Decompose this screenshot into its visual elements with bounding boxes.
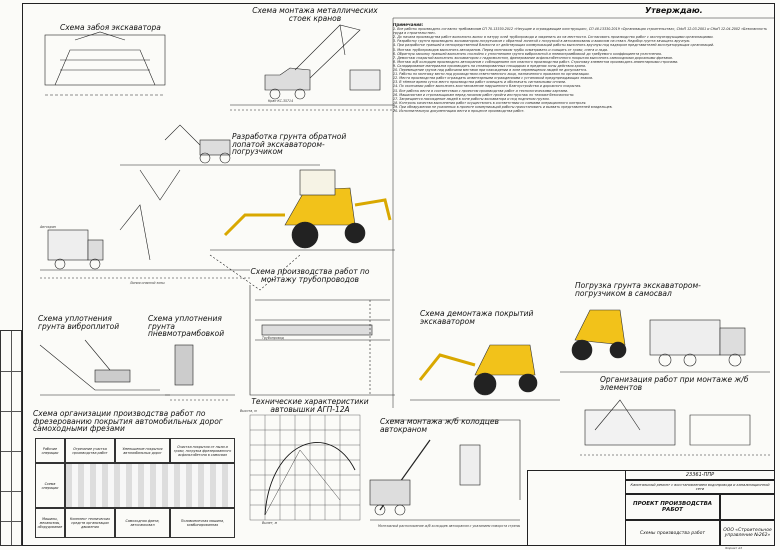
lift-y-label: Высота, м [240, 409, 257, 413]
note-16: 16. Машинистам и стропальщикам перед началом работ пройти инструктаж по технике безопасности. [393, 92, 575, 97]
project-description: Капитальный ремонт с восстановлением водопровода и канализационной сети [625, 480, 775, 494]
caption-demolition: Схема демонтажа покрытий экскаватором [420, 309, 534, 326]
note-8: 8. Монтаж ж/б колодцев производить автокраном с соблюдением зон опасного производства работ. Строповку элементов производить инвентарными стропами. [393, 59, 679, 64]
precast-organisation-drawing [580, 400, 770, 455]
milling-row-label-0: Схема операции [35, 463, 65, 508]
caption-wells: Схема монтажа ж/б колодцев автокраном [380, 417, 499, 434]
note-10: 10. Перемещение грузов над рабочими местами при нахождении в зоне перемещения людей не допускается. [393, 68, 588, 73]
caption-loading: Погрузка грунта экскаватором-погрузчиком в самосвал [575, 281, 701, 298]
crane-note-2: Автокран [40, 225, 56, 229]
milling-row-1-col-2: Самоходная фреза, автосамосвал [115, 508, 170, 538]
note-2: 2. До начала производства работ выполнить вынос в натуру осей трубопровода и закрепить их на местности. Согласовать производство работ с эксплуатирующими организациями. [393, 35, 714, 40]
crane-note-1: Кран КС-35714 [268, 99, 294, 103]
milling-scheme-area [65, 463, 235, 508]
caption-loader: Разработка грунта обратной лопатой экскаватором-погрузчиком [232, 132, 347, 156]
note-5: 5. Монтаж трубопроводов выполнять автокраном. Перед монтажом трубы осматривать и очищать от грязи, снега и льда. [393, 47, 608, 52]
format-label: Формат А3 [725, 546, 743, 550]
general-notes [393, 23, 768, 408]
milling-row-1-col-3: Поливомоечная машина, комбинированная [170, 508, 235, 538]
milling-header-0: Рабочие операции [35, 438, 65, 463]
note-9: 9. Складирование материалов производить на спланированных площадках в пределах зоны действия крана. [393, 63, 586, 68]
note-13: 13. В тёмное время суток место производства работ освещать и обозначать сигнальными огнями. [393, 80, 567, 85]
wells-crane-drawing [370, 420, 520, 520]
note-4: 4. При разработке траншей в непосредственной близости от действующих коммуникаций работы выполнять вручную под надзором представителей эксплуатирующих организаций. [393, 43, 715, 48]
milling-row-label-1: Машины, механизмы, оборудование [35, 508, 65, 538]
vibroplate-sketch [40, 340, 170, 395]
lift-x-label: Вылет, м [262, 521, 277, 525]
project-title: ПРОЕКТ ПРОИЗВОДСТВА РАБОТ [625, 494, 720, 520]
sheet-title: Схемы производства работ [625, 520, 720, 546]
milling-table [35, 438, 235, 538]
caption-milling: Схема организации производства работ по фрезерованию покрытия автомобильных дорог самоходными фрезами [33, 409, 223, 433]
milling-row-1-col-1: Комплект технических средств организации движения [65, 508, 115, 538]
note-1: 1. Все работы производить согласно требованиям СП 70.13330.2012 «Несущие и ограждающие конструкции», СП 48.13330.2019 «Организация строительства», СНиП 12-03-2001 и СНиП 12-04-2002 «Безопасность труда в строительстве». [393, 27, 768, 36]
caption-vibro-plate: Схема уплотнения грунта виброплитой [38, 314, 120, 331]
sheet-number-cell [720, 494, 775, 520]
crane-truck-sketch [230, 25, 395, 110]
notes-title: Примечания: [393, 23, 424, 27]
company-name: ООО «Строительное управление №262» [720, 520, 775, 546]
note-15: 15. Все работы вести в соответствии с проектом производства работ и технологическими картами. [393, 88, 569, 93]
milling-header-3: Очистка покрытия от пыли и грязи, погрузка фрезерованного асфальтобетона в самосвал [170, 438, 235, 463]
approve-label: Утверждаю. [645, 6, 703, 15]
note-3: 3. Разработку грунта производить экскаватором-погрузчиком с обратной лопатой с погрузкой в автосамосвалы и вывозом на отвал. Недобор грунта зачищать вручную. [393, 39, 691, 44]
caption-fence: Схема забоя экскаватора [60, 23, 161, 32]
dump-truck-crane-sketch [40, 205, 250, 278]
milling-header-1: Отрезание участка производства работ [65, 438, 115, 463]
note-20: 20. Исполнительную документацию вести в процессе производства работ. [393, 108, 525, 113]
caption-crane: Схема монтажа металлических стоек кранов [252, 6, 378, 23]
caption-lift-chart: Технические характеристики автовышки АГП-12А [251, 397, 369, 414]
project-code: 23361-ППР [625, 470, 775, 480]
note-12: 12. Места производства работ ограждать инвентарными ограждениями с установкой предупреждающих знаков. [393, 76, 594, 81]
wells-caption: Монтажный располоюение ж/б колодцев автокраном с указанием поворота стрелы [378, 524, 521, 528]
caption-organisation: Организация работ при монтаже ж/б элементов [600, 375, 749, 392]
note-18: 18. Контроль качества выполнения работ осуществлять в соответствии со схемами операционного контроля. [393, 100, 587, 105]
milling-header-2: Уменьшение покрытия автомобильных дорог [115, 438, 170, 463]
note-11: 11. Работы по монтажу вести под руководством ответственного лица, назначенного приказом по организации. [393, 72, 590, 77]
note-7: 7. Демонтаж покрытий выполнять экскаватором с гидромолотом, фрезерование асфальтобетонного покрытия выполнять самоходными дорожными фрезами. [393, 55, 673, 60]
caption-vibro-rammer: Схема уплотнения грунта пневмотрамбовкой [148, 314, 225, 338]
lift-chart-grid [250, 415, 360, 520]
note-6: 6. Обратную засыпку траншей выполнять послойно с уплотнением грунта виброплитой и пневмотрамбовкой до требуемого коэффициента уплотнения. [393, 51, 662, 56]
note-14: 14. По окончании работ выполнить восстановление нарушенного благоустройства и дорожного покрытия. [393, 84, 582, 89]
title-block [527, 470, 775, 546]
crane-note-3: Трубопровод [262, 336, 284, 340]
rammer-sketch [165, 345, 235, 400]
note-17: 17. Запрещается нахождение людей в зоне работы экскаватора и под поднятым грузом. [393, 96, 550, 101]
crane-note-4: Линия опасной зоны [130, 281, 165, 285]
caption-pipeline: Схема производства работ по монтажу трубопроводов [250, 267, 370, 284]
excavator-pit-scheme [45, 32, 165, 95]
note-19: 19. При обнаружении не указанных в проекте коммуникаций работы приостановить и вызвать представителей владельцев. [393, 104, 613, 109]
